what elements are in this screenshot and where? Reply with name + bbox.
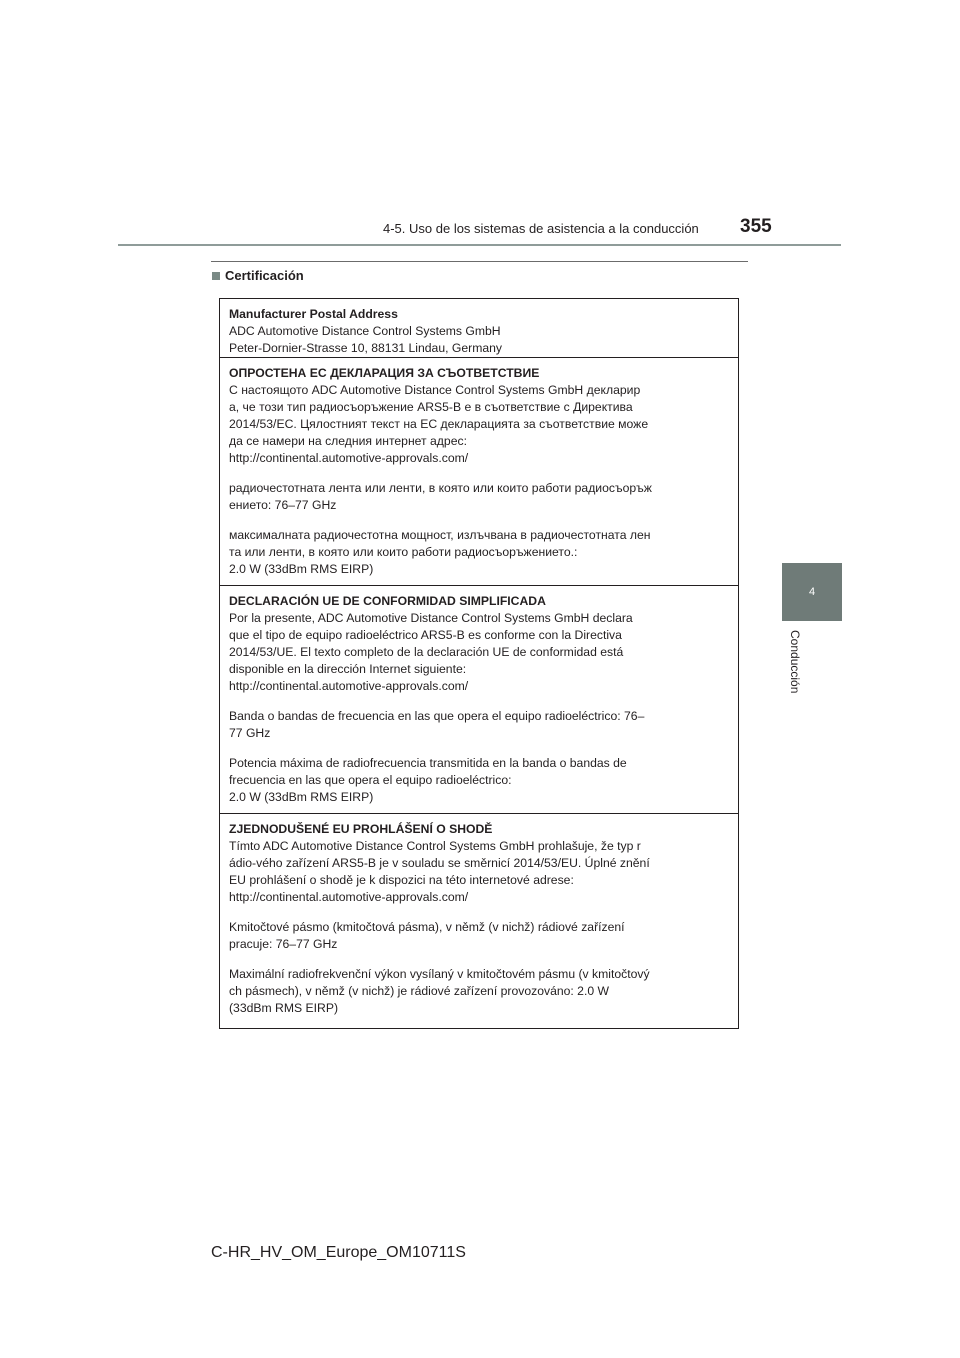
czech-url: http://continental.automotive-approvals.com/ <box>229 890 469 904</box>
bulgarian-text-line: С настоящото ADC Automotive Distance Control Systems GmbH декларир <box>229 383 641 397</box>
certification-table <box>219 298 739 1029</box>
header-section-title: 4-5. Uso de los sistemas de asistencia a la conducción <box>383 221 699 236</box>
czech-title: ZJEDNODUŠENÉ EU PROHLÁŠENÍ O SHODĚ <box>229 822 493 836</box>
bulgarian-text-line: а, че този тип радиосъоръжение ARS5-B е в съответствие с Директива <box>229 400 633 414</box>
spanish-power-line: 2.0 W (33dBm RMS EIRP) <box>229 790 374 804</box>
czech-frequency-line: pracuje: 76–77 GHz <box>229 937 338 951</box>
bulgarian-frequency-line: ението: 76–77 GHz <box>229 498 337 512</box>
bulgarian-declaration-cell <box>220 357 738 585</box>
spanish-text-line: 2014/53/UE. El texto completo de la declaración UE de conformidad está <box>229 645 624 659</box>
spanish-frequency-line: Banda o bandas de frecuencia en las que opera el equipo radioeléctrico: 76– <box>229 709 645 723</box>
bulgarian-text-line: 2014/53/ЕС. Цялостният текст на ЕС декларацията за съответствие може <box>229 417 649 431</box>
bulgarian-power-line: максималната радиочестотна мощност, излъчвана в радиочестотната лен <box>229 528 651 542</box>
manufacturer-address-cell <box>220 299 738 357</box>
spanish-url: http://continental.automotive-approvals.com/ <box>229 679 469 693</box>
document-code: C-HR_HV_OM_Europe_OM10711S <box>211 1244 466 1261</box>
chapter-label: Conducción <box>788 630 802 694</box>
spanish-power-line: Potencia máxima de radiofrecuencia transmitida en la banda o bandas de <box>229 756 627 770</box>
czech-text-line: Tímto ADC Automotive Distance Control Systems GmbH prohlašuje, že typ r <box>229 839 641 853</box>
czech-text-line: EU prohlášení o shodě je k dispozici na této internetové adrese: <box>229 873 574 887</box>
spanish-declaration-cell <box>220 585 738 813</box>
czech-power-line: (33dBm RMS EIRP) <box>229 1001 339 1015</box>
czech-declaration-cell <box>220 813 738 1028</box>
header-divider <box>118 244 841 246</box>
czech-power-line: Maximální radiofrekvenční výkon vysílaný v kmitočtovém pásmu (v kmitočtový <box>229 967 650 981</box>
square-bullet-icon <box>212 272 220 280</box>
manufacturer-line: Peter-Dornier-Strasse 10, 88131 Lindau, Germany <box>229 341 503 355</box>
bulgarian-title: ОПРОСТЕНА ЕС ДЕКЛАРАЦИЯ ЗА СЪОТВЕТСТВИЕ <box>229 366 540 380</box>
bulgarian-power-line: 2.0 W (33dBm RMS EIRP) <box>229 562 374 576</box>
chapter-tab <box>782 563 842 621</box>
spanish-power-line: frecuencia en las que opera el equipo radioeléctrico: <box>229 773 512 787</box>
bulgarian-url: http://continental.automotive-approvals.com/ <box>229 451 469 465</box>
spanish-text-line: Por la presente, ADC Automotive Distance Control Systems GmbH declara <box>229 611 633 625</box>
section-divider <box>211 261 748 262</box>
spanish-text-line: que el tipo de equipo radioeléctrico ARS5-B es conforme con la Directiva <box>229 628 622 642</box>
spanish-title: DECLARACIÓN UE DE CONFORMIDAD SIMPLIFICADA <box>229 594 546 608</box>
czech-frequency-line: Kmitočtové pásmo (kmitočtová pásma), v němž (v nichž) rádiové zařízení <box>229 920 625 934</box>
section-heading <box>212 268 304 283</box>
manufacturer-title: Manufacturer Postal Address <box>229 307 398 321</box>
czech-power-line: ch pásmech), v němž (v nichž) je rádiové zařízení provozováno: 2.0 W <box>229 984 610 998</box>
chapter-number: 4 <box>808 586 816 598</box>
czech-text-line: ádio-vého zařízení ARS5-B je v souladu se směrnicí 2014/53/EU. Úplné znění <box>229 856 650 870</box>
spanish-frequency-line: 77 GHz <box>229 726 271 740</box>
bulgarian-power-line: та или ленти, в която или които работи радиосъоръжението.: <box>229 545 578 559</box>
page-number: 355 <box>740 216 772 237</box>
section-heading-text: Certificación <box>225 268 304 283</box>
bulgarian-text-line: да се намери на следния интернет адрес: <box>229 434 467 448</box>
bulgarian-frequency-line: радиочестотната лента или ленти, в която или които работи радиосъоръж <box>229 481 652 495</box>
manufacturer-line: ADC Automotive Distance Control Systems GmbH <box>229 324 501 338</box>
spanish-text-line: disponible en la dirección Internet siguiente: <box>229 662 467 676</box>
